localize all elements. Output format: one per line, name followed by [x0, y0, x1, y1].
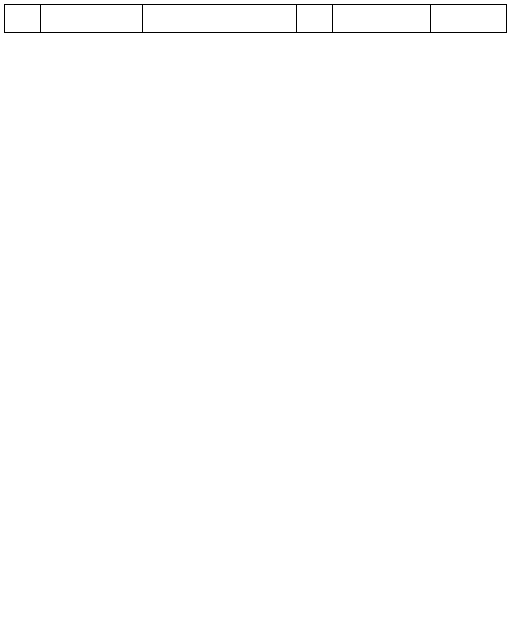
- dams-table: [4, 4, 507, 33]
- header-height: [297, 5, 333, 33]
- header-location: [143, 5, 297, 33]
- bottom-rule: [0, 631, 510, 634]
- header-year: [431, 5, 507, 33]
- top-rule: [0, 0, 510, 3]
- header-name: [41, 5, 143, 33]
- table-header-row: [5, 5, 507, 33]
- header-capacity: [333, 5, 431, 33]
- header-serial-no: [5, 5, 41, 33]
